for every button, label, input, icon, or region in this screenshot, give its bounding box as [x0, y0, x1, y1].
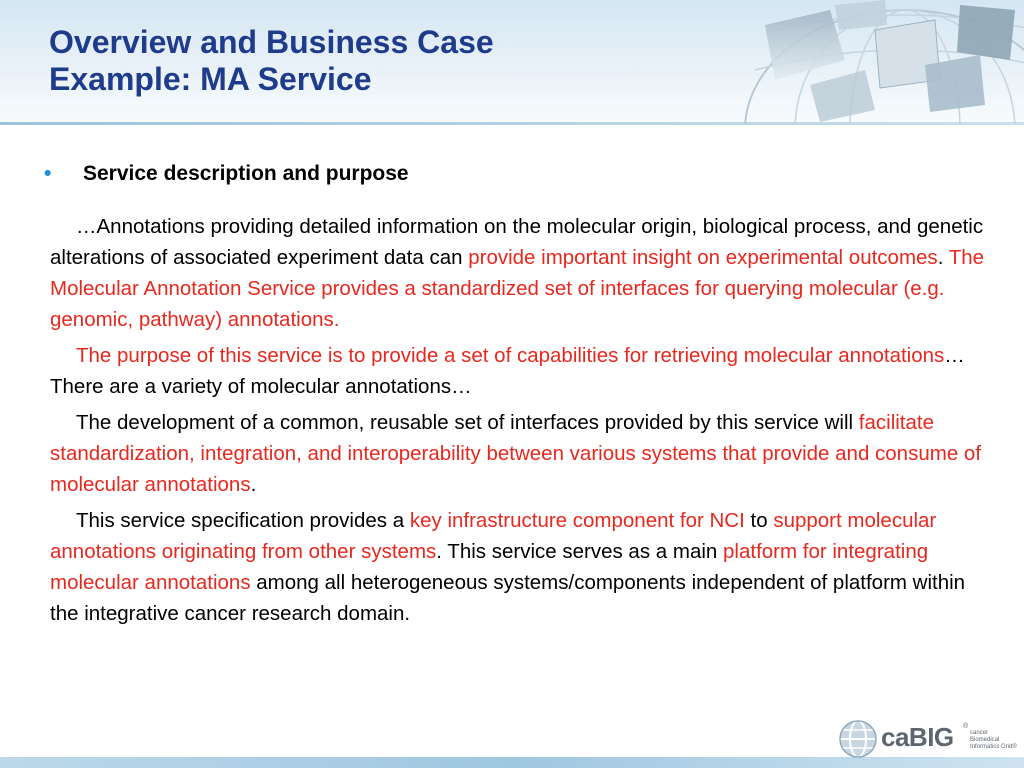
logo-name: caBIG [881, 722, 954, 752]
body-text-run: …Annotations providing detailed information on the molecular origin, biological process, and genetic alterations of associated experiment data can [50, 215, 984, 269]
highlighted-text: support molecular annotations originating from other systems [50, 509, 937, 563]
logo-tagline-line-1: cancer Biomedical [970, 730, 1000, 743]
body-text-run: The development of a common, reusable set of interfaces provided by this service will [76, 411, 859, 434]
slide-title [49, 24, 494, 98]
globe-logo-icon [838, 719, 878, 759]
body-text-run: This service specification provides a [76, 509, 410, 532]
highlighted-text: The purpose of this service is to provide a set of capabilities for retrieving molecular annotations [76, 344, 945, 367]
body-paragraph [50, 211, 985, 335]
highlighted-text: platform for integrating molecular annotations [50, 540, 929, 594]
body-text [50, 211, 985, 634]
highlighted-text: provide important insight on experimental outcomes [468, 246, 938, 269]
body-paragraph [50, 407, 985, 500]
highlighted-text: The Molecular Annotation Service provides a standardized set of interfaces for querying molecular (e.g. genomic, pathway) annotations. [50, 246, 985, 331]
highlighted-text: facilitate standardization, integration, and interoperability between various systems that provide and consume of molecular annotations [50, 411, 982, 496]
highlighted-text: key infrastructure component for NCI [409, 509, 745, 532]
body-text-run: . [250, 473, 257, 496]
logo-tagline [970, 730, 1018, 751]
bullet-heading: Service description and purpose [83, 162, 409, 185]
body-text-run: among all heterogeneous systems/components independent of platform within the integrative cancer research domain. [50, 571, 966, 625]
body-text-run: . [937, 246, 949, 269]
slide-title-line-2: Example: MA Service [49, 61, 372, 97]
body-text-run: … There are a variety of molecular annotations… [50, 344, 965, 398]
globe-collage-icon [735, 0, 1024, 124]
bullet-marker: • [44, 162, 52, 185]
cabig-logo [838, 719, 1018, 759]
body-text-run: to [744, 509, 774, 532]
body-paragraph [50, 340, 985, 402]
logo-tagline-line-2: Informatics Grid® [970, 744, 1017, 750]
logo-registered-mark: ® [963, 723, 969, 730]
body-paragraph [50, 505, 985, 629]
slide-title-line-1: Overview and Business Case [49, 24, 494, 60]
body-text-run: . This service serves as a main [436, 540, 724, 563]
